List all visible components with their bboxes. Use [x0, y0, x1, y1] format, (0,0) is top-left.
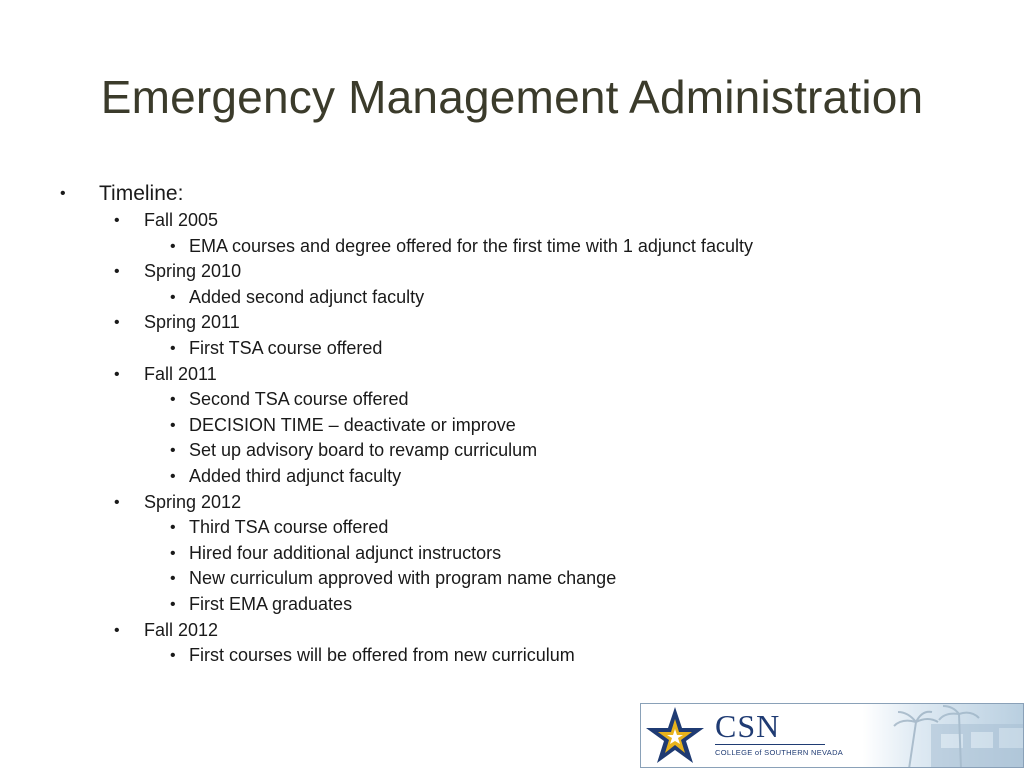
bullet-icon: •	[170, 391, 176, 409]
timeline-heading-item	[60, 180, 960, 208]
logo-divider	[715, 744, 825, 745]
event-text: First courses will be offered from new curriculum	[189, 645, 575, 666]
event-item	[60, 592, 960, 618]
bullet-icon: •	[170, 237, 176, 255]
period-label: Spring 2010	[144, 261, 242, 282]
bullet-icon: •	[170, 339, 176, 357]
period-item	[60, 208, 960, 234]
event-text: First TSA course offered	[189, 337, 383, 358]
csn-logo-text: CSN	[715, 708, 781, 744]
period-item	[60, 490, 960, 516]
event-item	[60, 515, 960, 541]
period-label: Fall 2005	[144, 210, 219, 230]
bullet-icon: •	[114, 212, 120, 229]
bullet-icon: •	[170, 442, 176, 460]
csn-logo-subtitle: COLLEGE of SOUTHERN NEVADA	[715, 748, 844, 757]
event-text: Set up advisory board to revamp curriculum	[189, 440, 538, 461]
event-text: Hired four additional adjunct instructors	[189, 542, 502, 563]
event-item	[60, 413, 960, 439]
event-item	[60, 285, 960, 311]
period-label: Spring 2011	[144, 312, 240, 333]
csn-logo-graphic	[641, 704, 1024, 768]
event-text: Added third adjunct faculty	[189, 465, 402, 486]
event-item	[60, 234, 960, 260]
bullet-icon: •	[170, 288, 176, 306]
bullet-icon: •	[114, 493, 120, 511]
bullet-icon: •	[114, 365, 120, 383]
bullet-icon: •	[114, 621, 120, 639]
csn-logo	[640, 703, 1024, 768]
slide-title: Emergency Management Administration	[100, 71, 924, 123]
period-item	[60, 259, 960, 285]
timeline-heading: Timeline:	[99, 182, 184, 205]
event-item	[60, 464, 960, 490]
event-item	[60, 438, 960, 464]
period-item	[60, 618, 960, 644]
bullet-icon: •	[114, 314, 120, 332]
event-text: Second TSA course offered	[189, 389, 409, 410]
event-text: EMA courses and degree offered for the first time with 1 adjunct faculty	[189, 235, 753, 256]
event-text: Third TSA course offered	[189, 517, 389, 538]
event-item	[60, 643, 960, 669]
period-item	[60, 362, 960, 388]
period-label: Fall 2011	[144, 363, 217, 384]
bullet-icon: •	[114, 263, 120, 281]
period-label: Spring 2012	[144, 491, 242, 512]
event-text: Added second adjunct faculty	[189, 286, 425, 307]
event-text: DECISION TIME – deactivate or improve	[189, 414, 516, 435]
event-item	[60, 566, 960, 592]
event-item	[60, 387, 960, 413]
bullet-icon: •	[60, 185, 66, 202]
period-item	[60, 310, 960, 336]
bullet-icon: •	[170, 467, 176, 485]
bullet-icon: •	[170, 595, 176, 613]
bullet-icon: •	[170, 519, 176, 537]
bullet-icon: •	[170, 544, 176, 562]
event-item	[60, 541, 960, 567]
bullet-icon: •	[170, 416, 176, 434]
event-text: First EMA graduates	[189, 593, 353, 614]
bullet-icon: •	[170, 647, 176, 665]
timeline-list	[60, 180, 960, 669]
event-text: New curriculum approved with program name change	[189, 568, 617, 589]
period-label: Fall 2012	[144, 619, 219, 640]
event-item	[60, 336, 960, 362]
bullet-icon: •	[170, 570, 176, 588]
